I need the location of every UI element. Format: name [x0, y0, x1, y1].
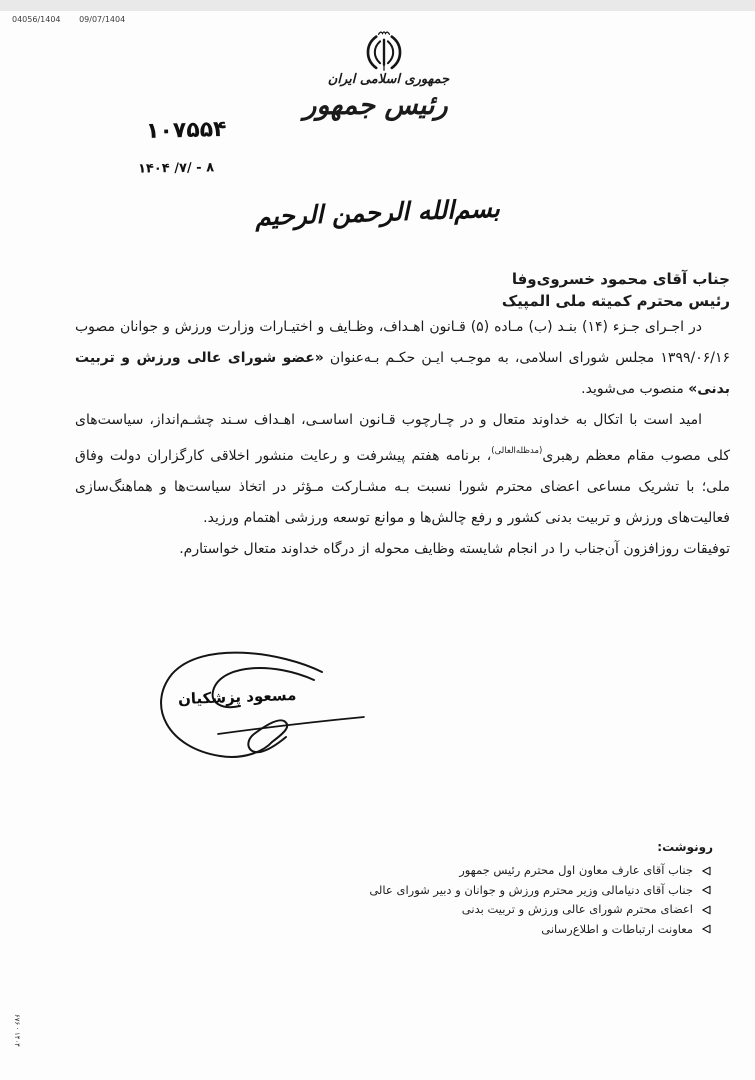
paragraph1-text-end: منصوب می‌شوید.	[581, 381, 689, 397]
bismillah-calligraphy: بسم‌الله الرحمن الرحیم	[254, 193, 501, 232]
honorific-superscript: (مدظله‌العالی)	[491, 446, 543, 456]
cc-item-label: جناب آقای عارف معاون اول محترم رئیس جمهور	[459, 863, 693, 877]
arrowhead-bullet-icon	[701, 924, 711, 934]
cc-item	[369, 920, 713, 940]
cc-item-label: اعضای محترم شورای عالی ورزش و تربیت بدنی	[461, 902, 693, 916]
cc-item	[369, 881, 713, 901]
paragraph-appointment	[75, 312, 730, 405]
signer-name: مسعود پزشکیان	[177, 685, 297, 709]
cc-item	[369, 861, 713, 881]
addressee-title: رئیس محترم کمیته ملی المپیک	[501, 292, 730, 310]
edge-print-code: ۶۷۶ · ۱۴۰۴	[13, 1014, 21, 1047]
arrowhead-bullet-icon	[701, 905, 711, 915]
letterhead-president-title: رئیس جمهور	[303, 90, 448, 121]
reference-numbers	[12, 15, 125, 24]
arrowhead-bullet-icon	[701, 866, 711, 876]
reference-number: 04056/1404	[12, 15, 61, 24]
cc-block	[369, 840, 713, 939]
paragraph-expectations	[75, 405, 730, 534]
handwritten-letter-number: ۱۰۷۵۵۴	[145, 116, 227, 145]
signature-block	[152, 648, 432, 773]
arrowhead-bullet-icon	[701, 885, 711, 895]
reference-date: 09/07/1404	[79, 15, 126, 24]
paragraph2-text-end: ، برنامه هفتم پیشرفت و رعایت منشور اخلاقی کارگزاران دولت وفاق ملی؛ با تشریک مساعی اعضای محترم شورا نسبت بـه مشـارکت مـؤثر در اتخاذ سیاست‌ها و هماهنگ‌سازی فعالیت‌های ورزش و تربیت بدنی کشور و رفع چالش‌ها و موانع توسعه ورزشی اهتمام ورزید.	[75, 448, 730, 526]
paragraph1-text: در اجـرای جـزء (۱۴) بنـد (ب) مـاده (۵) قـانون اهـداف، وظـایف و اختیـارات وزارت ورزش و جوانان مصوب ۱۳۹۹/۰۶/۱۶ مجلس شورای اسلامی، به موجـب ایـن حکـم بـه‌عنوان	[75, 319, 730, 366]
cc-item-label: جناب آقای دنیامالی وزیر محترم ورزش و جوانان و دبیر شورای عالی	[369, 882, 693, 897]
addressee-block	[75, 268, 730, 312]
signature-stroke-icon	[152, 648, 432, 773]
handwritten-letter-date: ۱۴۰۴ /۷/ - ۸	[137, 160, 215, 177]
cc-title: رونوشت:	[657, 840, 713, 854]
appointment-title-bold: «عضو شورای عالی ورزش و تربیت بدنی»	[75, 350, 730, 397]
cc-item-label: معاونت ارتباطات و اطلاع‌رسانی	[541, 921, 693, 936]
paragraph-closing: توفیقات روزافزون آن‌جناب را در انجام شایسته وظایف محوله از درگاه خداوند متعال خواستارم.	[179, 541, 730, 557]
paragraph2-text: امید است با اتکال به خداوند متعال و در چـارچوب قـانون اساسـی، اهـداف سـند چشـم‌انداز، سیاست‌های کلی مصوب مقام معظم رهبری	[75, 412, 730, 464]
letterhead-republic-line: جمهوری اسلامی ایران	[327, 72, 450, 87]
cc-item	[369, 900, 713, 920]
scan-top-edge	[0, 0, 755, 11]
letter-body	[75, 268, 730, 565]
addressee-name: جناب آقای محمود خسروی‌وفا	[511, 270, 730, 288]
